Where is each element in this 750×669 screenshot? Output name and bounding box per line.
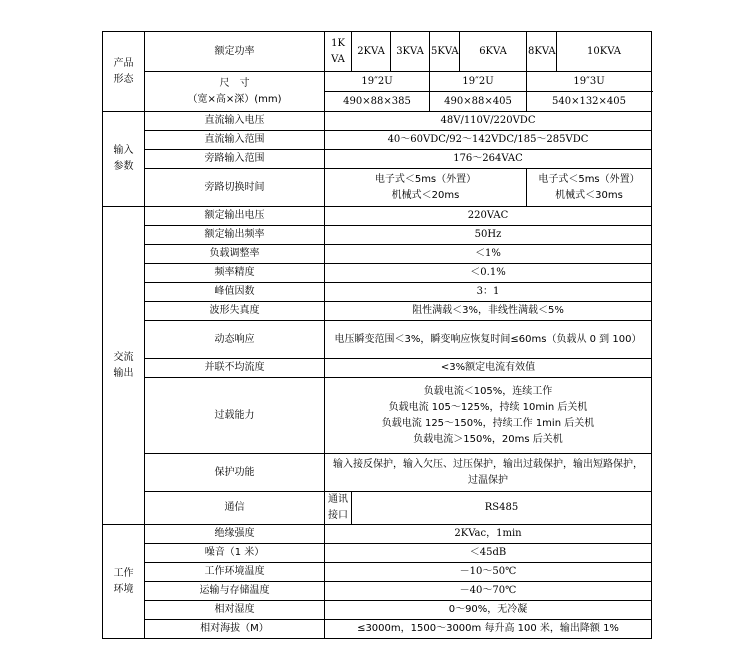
noise-value: ＜45dB [325, 544, 652, 563]
dc-voltage-label: 直流输入电压 [145, 112, 325, 131]
table-row [103, 169, 652, 207]
noise-label: 噪音（1 米） [145, 544, 325, 563]
chassis-size: 19″3U [527, 72, 652, 92]
freq-acc-value: ＜0.1% [325, 264, 652, 283]
parallel-value: <3%额定电流有效值 [325, 359, 652, 378]
overload-value [325, 378, 652, 454]
rated-freq-label: 额定输出频率 [145, 226, 325, 245]
table-row [103, 264, 652, 283]
overload-line: 负载电流＜105%，连续工作 [423, 385, 553, 397]
table-row [103, 32, 652, 72]
dimension-value: 540×132×405 [527, 92, 652, 112]
category-label: 形态 [113, 73, 134, 85]
op-temp-value: －10～50℃ [325, 563, 652, 582]
table-row [103, 378, 652, 454]
insulation-label: 绝缘强度 [145, 525, 325, 544]
dc-range-value: 40～60VDC/92～142VDC/185～285VDC [325, 131, 652, 150]
dynamic-value: 电压瞬变范围＜3%，瞬变响应恢复时间≤60ms（负载从 0 到 100） [325, 321, 652, 359]
table-row [103, 283, 652, 302]
category-ac-output [103, 207, 145, 525]
spec-table [102, 31, 652, 639]
category-label: 参数 [113, 161, 134, 172]
thd-value: 阻性满载＜3%，非线性满载＜5% [325, 302, 652, 321]
category-input [103, 112, 145, 207]
protect-value: 输入接反保护，输入欠压、过压保护，输出过载保护，输出短路保护，过温保护 [325, 454, 652, 492]
dimension-value: 490×88×385 [325, 92, 430, 112]
storage-temp-value: －40～70℃ [325, 582, 652, 601]
table-row [103, 72, 652, 92]
insulation-value: 2KVac，1min [325, 525, 652, 544]
table-row [103, 112, 652, 131]
switch-time-value-b [527, 169, 652, 207]
load-reg-label: 负载调整率 [145, 245, 325, 264]
altitude-label: 相对海拔（M） [145, 620, 325, 639]
humidity-label: 相对湿度 [145, 601, 325, 620]
switch-time-line: 机械式＜20ms [391, 189, 460, 201]
size-label [145, 72, 325, 112]
power-rating: 6KVA [460, 32, 527, 72]
table-row [103, 245, 652, 264]
op-temp-label: 工作环境温度 [145, 563, 325, 582]
table-row [103, 525, 652, 544]
rated-freq-value: 50Hz [325, 226, 652, 245]
category-label: 输入 [113, 145, 134, 156]
thd-label: 波形失真度 [145, 302, 325, 321]
category-label: 输出 [113, 367, 134, 379]
table-row [103, 359, 652, 378]
switch-time-line: 电子式＜5ms（外置） [374, 173, 477, 185]
switch-time-line: 电子式＜5ms（外置） [538, 173, 640, 185]
rated-voltage-label: 额定输出电压 [145, 207, 325, 226]
table-row [103, 454, 652, 492]
power-rating: 8KVA [527, 32, 557, 72]
comm-port-label: 通讯接口 [325, 492, 352, 525]
crest-label: 峰值因数 [145, 283, 325, 302]
rated-power-label: 额定功率 [145, 32, 325, 72]
power-rating: 10KVA [557, 32, 652, 72]
humidity-value: 0～90%，无冷凝 [325, 601, 652, 620]
table-row [103, 302, 652, 321]
protect-label: 保护功能 [145, 454, 325, 492]
table-row [103, 321, 652, 359]
switch-time-label: 旁路切换时间 [145, 169, 325, 207]
table-row [103, 131, 652, 150]
table-row [103, 150, 652, 169]
overload-line: 负载电流 105～125%，持续 10min 后关机 [388, 401, 588, 413]
category-label: 交流 [113, 351, 134, 363]
category-label: 工作 [113, 567, 134, 579]
switch-time-line: 机械式＜30ms [555, 189, 623, 201]
category-env [103, 525, 145, 639]
bypass-range-value: 176～264VAC [325, 150, 652, 169]
dc-voltage-value: 48V/110V/220VDC [325, 112, 652, 131]
overload-line: 负载电流 125～150%，持续工作 1min 后关机 [381, 417, 595, 429]
crest-value: 3：1 [325, 283, 652, 302]
table-row [103, 207, 652, 226]
table-row [103, 563, 652, 582]
parallel-label: 并联不均流度 [145, 359, 325, 378]
dimension-value: 490×88×405 [430, 92, 527, 112]
category-product [103, 32, 145, 112]
chassis-size: 19″2U [430, 72, 527, 92]
overload-line: 负载电流＞150%，20ms 后关机 [413, 433, 563, 445]
rated-voltage-value: 220VAC [325, 207, 652, 226]
power-rating: 2KVA [352, 32, 391, 72]
category-label: 环境 [113, 583, 134, 595]
overload-label: 过载能力 [145, 378, 325, 454]
storage-temp-label: 运输与存储温度 [145, 582, 325, 601]
load-reg-value: ＜1% [325, 245, 652, 264]
table-row [103, 226, 652, 245]
power-rating: 5KVA [430, 32, 460, 72]
table-row [103, 601, 652, 620]
switch-time-value-a [325, 169, 527, 207]
category-comm: 通信 [145, 492, 325, 525]
table-row [103, 492, 652, 525]
power-rating: 1K VA [325, 32, 352, 72]
dynamic-label: 动态响应 [145, 321, 325, 359]
comm-port-value: RS485 [352, 492, 652, 525]
dc-range-label: 直流输入范围 [145, 131, 325, 150]
size-label-line: （宽×高×深）(mm) [187, 93, 282, 105]
table-row [103, 582, 652, 601]
bypass-range-label: 旁路输入范围 [145, 150, 325, 169]
power-rating: 3KVA [391, 32, 430, 72]
chassis-size: 19″2U [325, 72, 430, 92]
altitude-value: ≤3000m，1500～3000m 每升高 100 米，输出降额 1% [325, 620, 652, 639]
freq-acc-label: 频率精度 [145, 264, 325, 283]
table-row [103, 620, 652, 639]
category-label: 产品 [113, 57, 134, 69]
size-label-line: 尺 寸 [219, 77, 250, 89]
table-row [103, 544, 652, 563]
